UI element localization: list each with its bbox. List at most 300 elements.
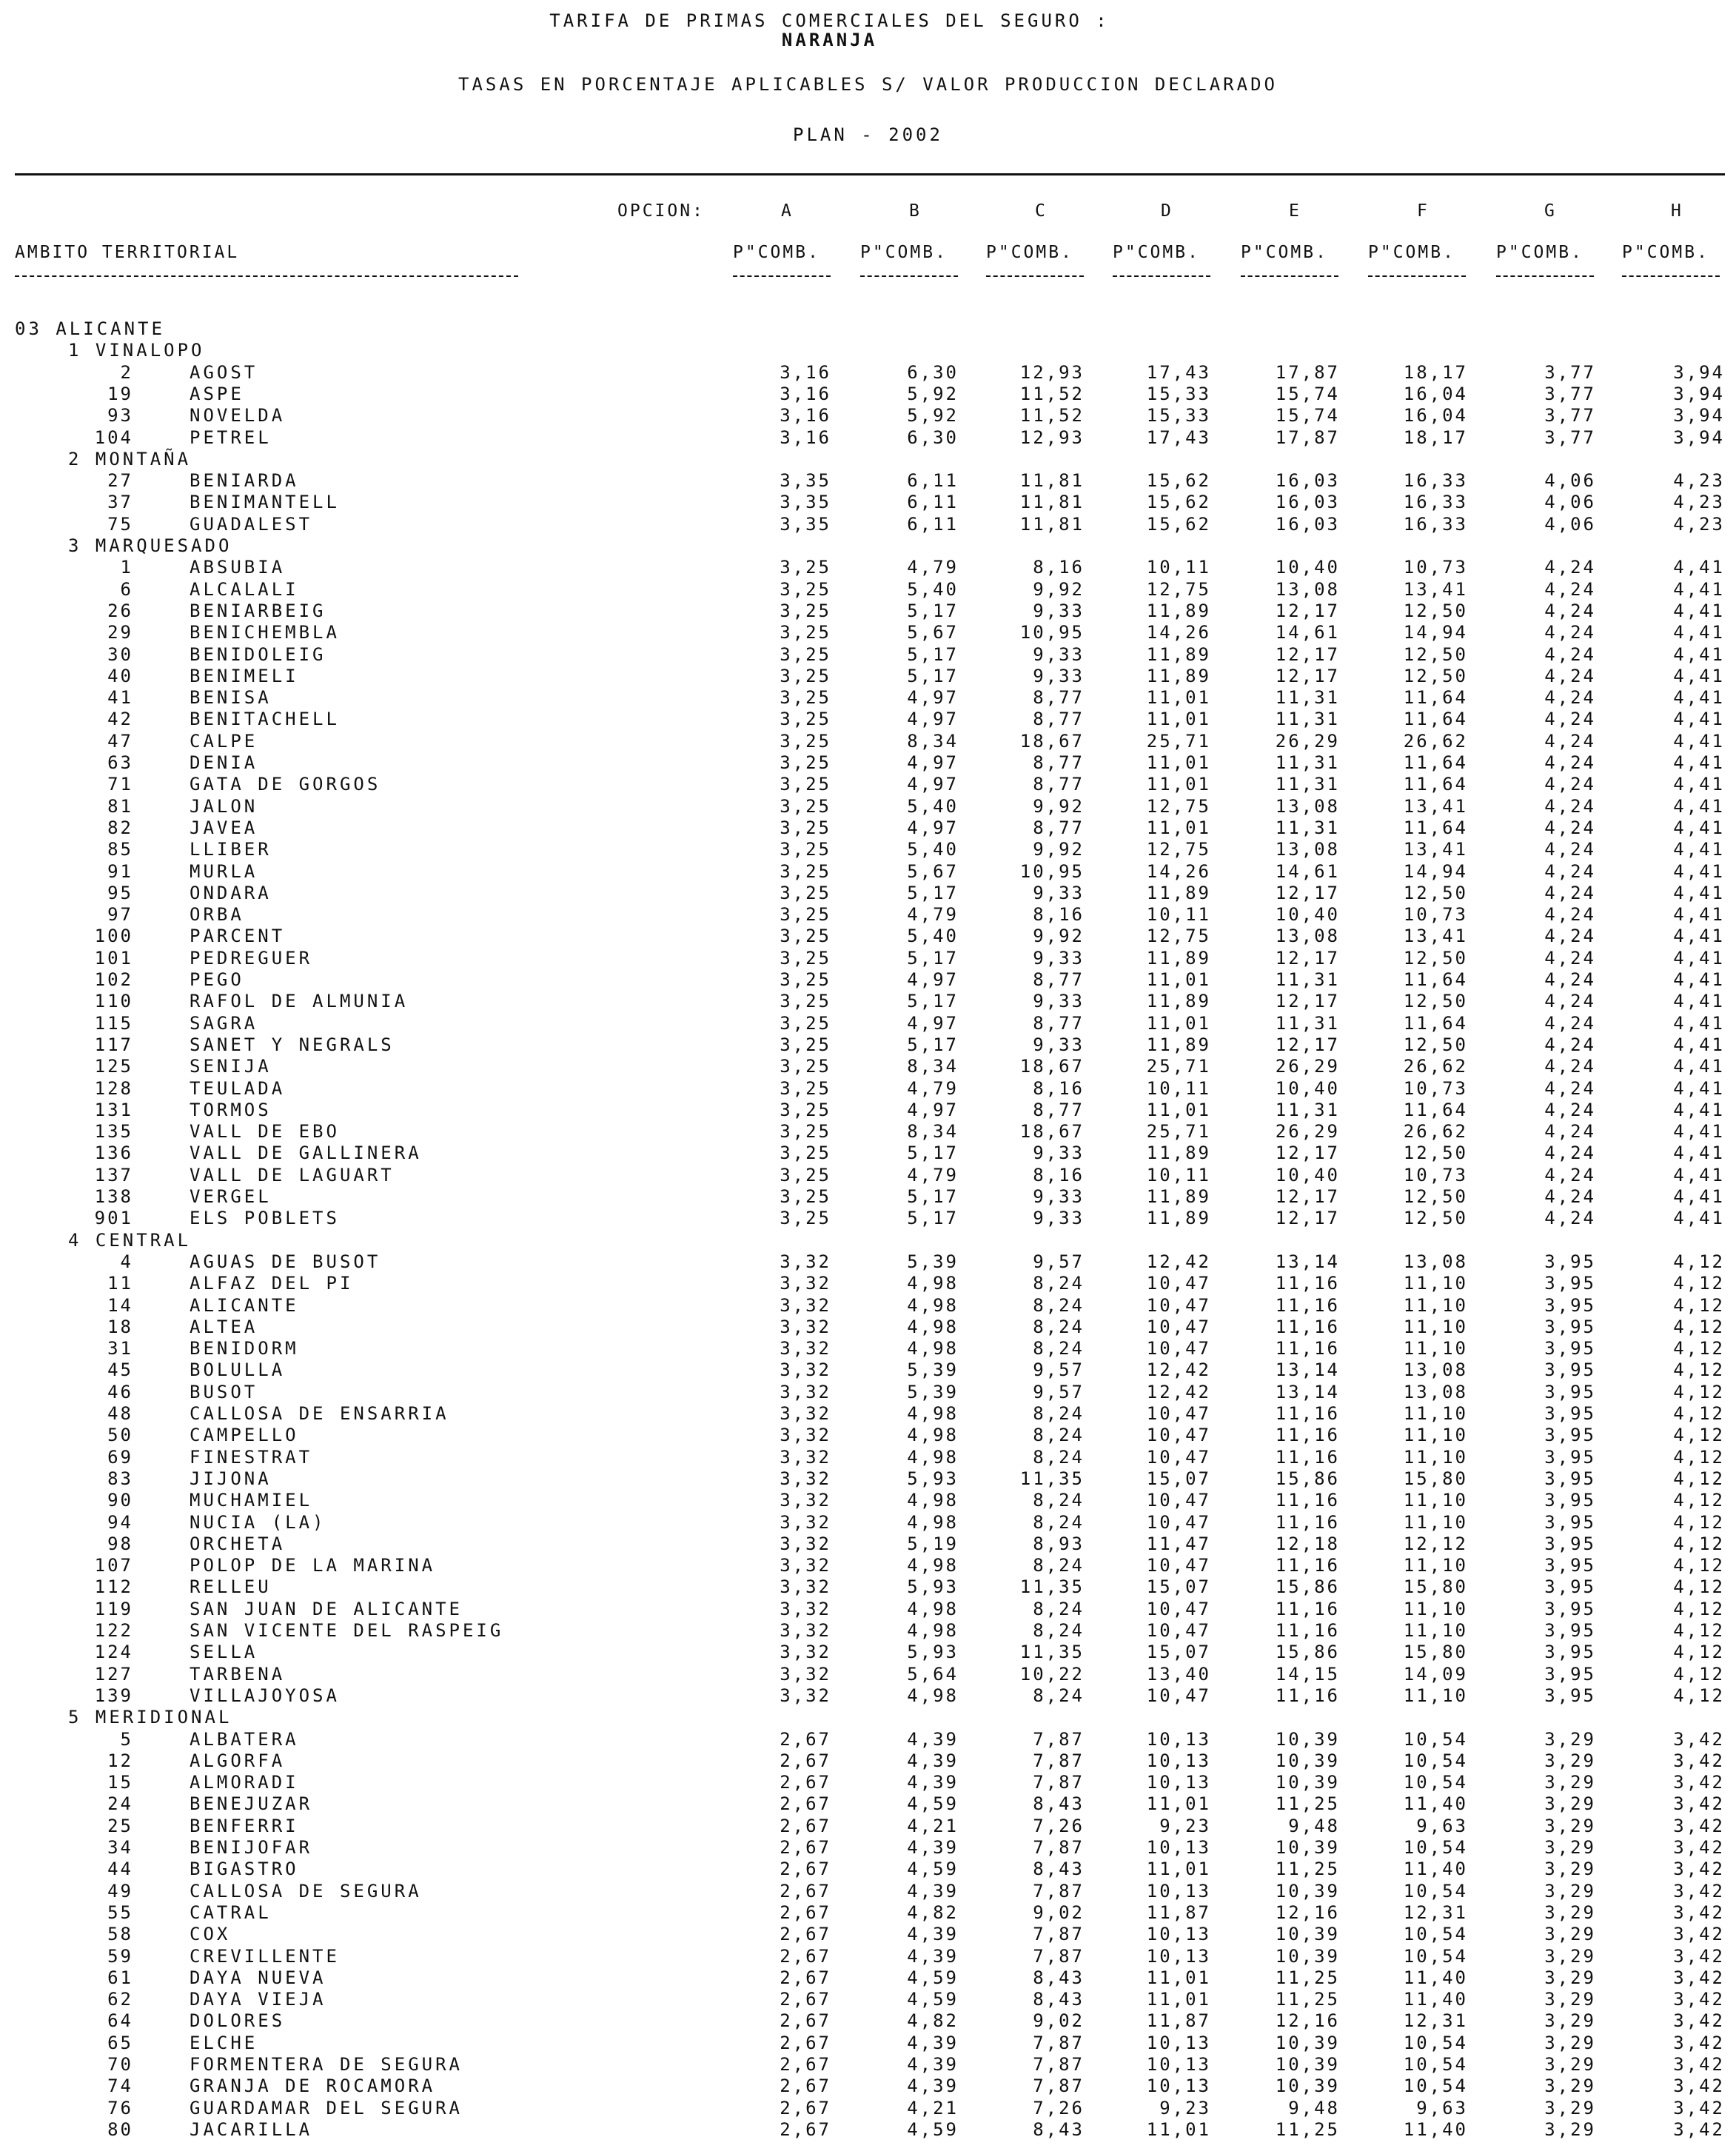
rate-cell: 7,87 [1033, 1880, 1085, 1902]
municipality-code: 25 [107, 1815, 133, 1836]
rate-cell: 12,17 [1275, 600, 1340, 621]
municipality-name: ALTEA [190, 1316, 258, 1337]
rate-cell: 11,31 [1275, 774, 1340, 795]
rate-cell: 18,17 [1403, 361, 1468, 383]
municipality-name: BENIMELI [190, 665, 299, 686]
rate-cell: 15,80 [1403, 1642, 1468, 1663]
rate-cell: 4,12 [1673, 1576, 1725, 1598]
municipality-name: DAYA NUEVA [190, 1967, 326, 1988]
rate-cell: 11,89 [1146, 600, 1211, 621]
rate-cell: 11,01 [1146, 1967, 1211, 1988]
rate-cell: 4,41 [1673, 557, 1725, 578]
rate-cell: 3,32 [780, 1251, 831, 1272]
municipality-code: 63 [107, 752, 133, 773]
rate-cell: 4,97 [907, 752, 959, 773]
municipality-name: SENIJA [190, 1056, 272, 1077]
rate-cell: 4,39 [907, 2054, 959, 2075]
rate-cell: 3,32 [780, 1685, 831, 1706]
rate-cell: 15,86 [1275, 1642, 1340, 1663]
rate-cell: 11,81 [1019, 470, 1085, 492]
option-letter: C [1035, 201, 1048, 221]
municipality-name: BIGASTRO [190, 1859, 299, 1880]
rate-cell: 9,63 [1416, 1815, 1468, 1836]
option-letter: D [1161, 201, 1173, 221]
municipality-name: DAYA VIEJA [190, 1989, 326, 2010]
rate-cell: 4,79 [907, 557, 959, 578]
rate-cell: 4,59 [907, 1989, 959, 2010]
rate-cell: 9,33 [1033, 600, 1085, 621]
rate-cell: 3,32 [780, 1620, 831, 1641]
rate-cell: 9,48 [1288, 1815, 1340, 1836]
rate-cell: 4,41 [1673, 1208, 1725, 1229]
rate-cell: 8,24 [1033, 1685, 1085, 1706]
rate-cell: 11,16 [1275, 1511, 1340, 1533]
rate-cell: 11,16 [1275, 1338, 1340, 1359]
rate-cell: 11,89 [1146, 947, 1211, 969]
rate-cell: 3,42 [1673, 2097, 1725, 2118]
rate-cell: 3,95 [1544, 1576, 1596, 1598]
rate-cell: 10,47 [1146, 1338, 1211, 1359]
rate-cell: 11,16 [1275, 1555, 1340, 1576]
rate-cell: 5,17 [907, 1208, 959, 1229]
rate-cell: 6,30 [907, 427, 959, 448]
municipality-name: JACARILLA [190, 2118, 313, 2140]
rate-cell: 4,41 [1673, 1143, 1725, 1164]
option-letter: B [909, 201, 922, 221]
rate-cell: 16,33 [1403, 492, 1468, 513]
rate-cell: 4,24 [1544, 1034, 1596, 1055]
municipality-code: 90 [107, 1490, 133, 1511]
municipality-code: 91 [107, 860, 133, 882]
rate-cell: 10,13 [1146, 1728, 1211, 1750]
rate-cell: 5,40 [907, 578, 959, 600]
rate-cell: 11,16 [1275, 1425, 1340, 1446]
rate-cell: 8,34 [907, 1056, 959, 1077]
rate-cell: 2,67 [780, 2010, 831, 2032]
rate-cell: 14,15 [1275, 1663, 1340, 1685]
rate-cell: 5,92 [907, 383, 959, 404]
rate-cell: 4,41 [1673, 1164, 1725, 1185]
rate-cell: 10,13 [1146, 1880, 1211, 1902]
option-letter: G [1544, 201, 1557, 221]
rate-cell: 15,62 [1146, 513, 1211, 535]
municipality-code: 58 [107, 1924, 133, 1945]
rate-cell: 3,42 [1673, 1750, 1725, 1771]
rate-cell: 7,87 [1033, 2032, 1085, 2053]
rate-cell: 5,17 [907, 991, 959, 1012]
region-label: 3 MARQUESADO [68, 535, 232, 556]
rate-cell: 10,47 [1146, 1598, 1211, 1619]
rate-cell: 4,39 [907, 1945, 959, 1967]
rate-cell: 11,10 [1403, 1316, 1468, 1337]
rate-cell: 10,13 [1146, 1837, 1211, 1858]
rate-cell: 12,17 [1275, 643, 1340, 665]
rate-cell: 4,39 [907, 1880, 959, 1902]
rate-cell: 13,08 [1275, 839, 1340, 860]
rate-cell: 10,13 [1146, 2054, 1211, 2075]
municipality-code: 45 [107, 1359, 133, 1381]
rate-cell: 15,62 [1146, 470, 1211, 492]
rate-cell: 7,87 [1033, 1945, 1085, 1967]
rate-cell: 4,24 [1544, 665, 1596, 686]
rate-cell: 11,89 [1146, 643, 1211, 665]
rate-cell: 3,42 [1673, 1967, 1725, 1988]
municipality-name: ABSUBIA [190, 557, 286, 578]
rate-cell: 11,40 [1403, 1989, 1468, 2010]
rate-cell: 11,35 [1019, 1576, 1085, 1598]
rate-cell: 4,98 [907, 1685, 959, 1706]
rate-cell: 12,17 [1275, 991, 1340, 1012]
rate-cell: 3,32 [780, 1576, 831, 1598]
rate-cell: 4,97 [907, 1099, 959, 1120]
municipality-code: 101 [94, 947, 133, 969]
rate-cell: 3,94 [1673, 361, 1725, 383]
rate-cell: 11,01 [1146, 1793, 1211, 1815]
rate-cell: 12,75 [1146, 795, 1211, 817]
rate-cell: 11,10 [1403, 1446, 1468, 1468]
rate-cell: 12,93 [1019, 427, 1085, 448]
rate-cell: 12,42 [1146, 1359, 1211, 1381]
rate-cell: 3,29 [1544, 2118, 1596, 2140]
rate-cell: 9,23 [1159, 2097, 1211, 2118]
rate-cell: 11,40 [1403, 1793, 1468, 1815]
rate-cell: 10,47 [1146, 1511, 1211, 1533]
municipality-code: 15 [107, 1772, 133, 1793]
rate-cell: 4,12 [1673, 1468, 1725, 1489]
rate-cell: 4,12 [1673, 1294, 1725, 1316]
rate-cell: 2,67 [780, 1750, 831, 1771]
rate-cell: 9,92 [1033, 795, 1085, 817]
rate-cell: 3,95 [1544, 1468, 1596, 1489]
rate-cell: 11,16 [1275, 1685, 1340, 1706]
rate-cell: 3,42 [1673, 1815, 1725, 1836]
municipality-name: LLIBER [190, 839, 272, 860]
rate-cell: 25,71 [1146, 1056, 1211, 1077]
municipality-name: AGOST [190, 361, 258, 383]
rate-cell: 3,29 [1544, 1902, 1596, 1923]
municipality-code: 5 [120, 1728, 133, 1750]
rate-cell: 11,01 [1146, 2118, 1211, 2140]
rate-cell: 8,24 [1033, 1620, 1085, 1641]
rate-cell: 4,39 [907, 1924, 959, 1945]
rate-cell: 3,29 [1544, 1880, 1596, 1902]
rate-cell: 10,54 [1403, 2076, 1468, 2097]
rate-cell: 3,32 [780, 1425, 831, 1446]
municipality-code: 30 [107, 643, 133, 665]
rate-cell: 13,14 [1275, 1251, 1340, 1272]
rate-cell: 11,87 [1146, 2010, 1211, 2032]
rate-cell: 4,12 [1673, 1533, 1725, 1554]
rate-cell: 5,67 [907, 622, 959, 643]
rate-cell: 14,61 [1275, 860, 1340, 882]
rate-cell: 11,89 [1146, 882, 1211, 903]
rate-cell: 4,06 [1544, 470, 1596, 492]
rate-cell: 12,75 [1146, 839, 1211, 860]
rate-cell: 3,95 [1544, 1381, 1596, 1402]
rate-cell: 11,89 [1146, 1186, 1211, 1207]
document-title: TARIFA DE PRIMAS COMERCIALES DEL SEGURO : [549, 10, 1110, 31]
rate-cell: 9,33 [1033, 1186, 1085, 1207]
rate-cell: 3,42 [1673, 2010, 1725, 2032]
rate-cell: 4,59 [907, 1793, 959, 1815]
rate-cell: 3,29 [1544, 1945, 1596, 1967]
plan-year: PLAN - 2002 [793, 124, 943, 145]
municipality-code: 119 [94, 1598, 133, 1619]
rate-cell: 3,25 [780, 1143, 831, 1164]
municipality-code: 37 [107, 492, 133, 513]
rate-cell: 18,67 [1019, 730, 1085, 752]
rate-cell: 3,25 [780, 839, 831, 860]
rate-cell: 5,17 [907, 882, 959, 903]
rate-cell: 3,95 [1544, 1490, 1596, 1511]
municipality-name: TORMOS [190, 1099, 272, 1120]
rate-cell: 4,24 [1544, 643, 1596, 665]
rate-cell: 8,16 [1033, 904, 1085, 926]
rate-cell: 26,29 [1275, 730, 1340, 752]
option-label: OPCION: [617, 201, 705, 221]
rate-cell: 4,39 [907, 1750, 959, 1771]
rate-cell: 2,67 [780, 1859, 831, 1880]
rate-cell: 3,32 [780, 1403, 831, 1424]
rate-cell: 3,35 [780, 492, 831, 513]
municipality-code: 34 [107, 1837, 133, 1858]
region-label: 5 MERIDIONAL [68, 1707, 232, 1728]
rate-cell: 3,95 [1544, 1511, 1596, 1533]
rate-cell: 3,25 [780, 600, 831, 621]
rate-cell: 11,64 [1403, 817, 1468, 838]
rate-cell: 4,12 [1673, 1338, 1725, 1359]
municipality-code: 82 [107, 817, 133, 838]
rate-cell: 5,39 [907, 1251, 959, 1272]
rate-cell: 8,43 [1033, 1989, 1085, 2010]
rate-cell: 3,95 [1544, 1425, 1596, 1446]
rate-cell: 3,25 [780, 1056, 831, 1077]
rate-cell: 3,29 [1544, 1750, 1596, 1771]
rate-cell: 3,32 [780, 1533, 831, 1554]
municipality-code: 901 [94, 1208, 133, 1229]
rate-cell: 3,94 [1673, 383, 1725, 404]
rate-cell: 4,82 [907, 1902, 959, 1923]
municipality-code: 124 [94, 1642, 133, 1663]
rate-cell: 11,10 [1403, 1403, 1468, 1424]
rate-cell: 2,67 [780, 1945, 831, 1967]
rate-cell: 3,95 [1544, 1338, 1596, 1359]
rate-cell: 11,01 [1146, 969, 1211, 990]
rate-cell: 3,32 [780, 1359, 831, 1381]
rate-cell: 3,95 [1544, 1555, 1596, 1576]
municipality-name: BENISA [190, 687, 272, 709]
rate-cell: 15,74 [1275, 383, 1340, 404]
rate-cell: 4,41 [1673, 730, 1725, 752]
municipality-name: VILLAJOYOSA [190, 1685, 340, 1706]
municipality-name: COX [190, 1924, 231, 1945]
municipality-name: CALPE [190, 730, 258, 752]
rate-cell: 11,89 [1146, 665, 1211, 686]
municipality-code: 14 [107, 1294, 133, 1316]
rate-cell: 16,03 [1275, 492, 1340, 513]
rate-cell: 5,67 [907, 860, 959, 882]
region-label: 4 CENTRAL [68, 1229, 192, 1251]
rate-cell: 14,94 [1403, 860, 1468, 882]
rate-cell: 10,40 [1275, 557, 1340, 578]
rate-cell: 11,31 [1275, 1012, 1340, 1034]
rate-cell: 11,52 [1019, 405, 1085, 427]
rate-cell: 3,42 [1673, 1945, 1725, 1967]
rate-cell: 4,23 [1673, 492, 1725, 513]
municipality-name: VALL DE GALLINERA [190, 1143, 422, 1164]
rate-cell: 3,29 [1544, 2054, 1596, 2075]
rate-cell: 4,59 [907, 1967, 959, 1988]
rate-cell: 18,17 [1403, 427, 1468, 448]
rate-cell: 8,93 [1033, 1533, 1085, 1554]
rate-cell: 11,16 [1275, 1446, 1340, 1468]
rate-cell: 4,79 [907, 1077, 959, 1099]
rate-cell: 4,12 [1673, 1446, 1725, 1468]
rate-cell: 8,77 [1033, 969, 1085, 990]
municipality-code: 80 [107, 2118, 133, 2140]
rate-cell: 12,17 [1275, 1034, 1340, 1055]
rate-cell: 3,29 [1544, 1859, 1596, 1880]
rate-cell: 4,98 [907, 1490, 959, 1511]
rate-cell: 3,25 [780, 665, 831, 686]
municipality-name: BENEJUZAR [190, 1793, 313, 1815]
municipality-code: 49 [107, 1880, 133, 1902]
rate-cell: 3,95 [1544, 1446, 1596, 1468]
rate-cell: 4,41 [1673, 795, 1725, 817]
rate-cell: 4,41 [1673, 991, 1725, 1012]
rate-cell: 4,41 [1673, 882, 1725, 903]
rate-cell: 4,21 [907, 2097, 959, 2118]
municipality-name: SAN VICENTE DEL RASPEIG [190, 1620, 504, 1641]
municipality-name: GUADALEST [190, 513, 313, 535]
municipality-name: CREVILLENTE [190, 1945, 340, 1967]
municipality-name: BENIJOFAR [190, 1837, 313, 1858]
rate-cell: 11,35 [1019, 1642, 1085, 1663]
rate-cell: 3,95 [1544, 1403, 1596, 1424]
rate-cell: 3,42 [1673, 1793, 1725, 1815]
municipality-code: 74 [107, 2076, 133, 2097]
column-subheader: P"COMB. [1241, 243, 1328, 262]
rate-cell: 11,01 [1146, 709, 1211, 730]
rate-cell: 4,24 [1544, 1012, 1596, 1034]
municipality-code: 83 [107, 1468, 133, 1489]
municipality-name: ALCALALI [190, 578, 299, 600]
rate-cell: 5,40 [907, 839, 959, 860]
rate-cell: 3,95 [1544, 1642, 1596, 1663]
rate-cell: 4,24 [1544, 578, 1596, 600]
rate-cell: 4,41 [1673, 1012, 1725, 1034]
rate-cell: 11,31 [1275, 969, 1340, 990]
rate-cell: 11,16 [1275, 1490, 1340, 1511]
crop-name: NARANJA [781, 30, 878, 50]
rate-cell: 11,16 [1275, 1294, 1340, 1316]
rate-cell: 4,12 [1673, 1251, 1725, 1272]
rate-cell: 7,26 [1033, 1815, 1085, 1836]
rate-cell: 26,29 [1275, 1121, 1340, 1143]
rate-cell: 4,41 [1673, 709, 1725, 730]
rate-cell: 10,47 [1146, 1620, 1211, 1641]
rate-cell: 15,07 [1146, 1642, 1211, 1663]
rate-cell: 12,75 [1146, 926, 1211, 947]
rate-cell: 14,09 [1403, 1663, 1468, 1685]
rate-cell: 26,62 [1403, 1056, 1468, 1077]
rate-cell: 11,10 [1403, 1620, 1468, 1641]
rate-cell: 11,01 [1146, 817, 1211, 838]
rate-cell: 10,47 [1146, 1425, 1211, 1446]
rate-cell: 2,67 [780, 1815, 831, 1836]
rate-cell: 3,32 [780, 1490, 831, 1511]
rate-cell: 5,93 [907, 1642, 959, 1663]
rate-cell: 4,12 [1673, 1381, 1725, 1402]
column-subheader: P"COMB. [733, 243, 820, 262]
rate-cell: 5,40 [907, 926, 959, 947]
rate-cell: 13,08 [1275, 795, 1340, 817]
rate-cell: 13,08 [1403, 1359, 1468, 1381]
rate-cell: 15,86 [1275, 1468, 1340, 1489]
rate-cell: 4,12 [1673, 1598, 1725, 1619]
rate-cell: 4,59 [907, 2118, 959, 2140]
rate-cell: 3,95 [1544, 1273, 1596, 1294]
municipality-name: ALFAZ DEL PI [190, 1273, 354, 1294]
rate-cell: 12,42 [1146, 1251, 1211, 1272]
rate-cell: 4,79 [907, 1164, 959, 1185]
municipality-name: SANET Y NEGRALS [190, 1034, 395, 1055]
rate-cell: 9,33 [1033, 991, 1085, 1012]
rate-cell: 10,11 [1146, 904, 1211, 926]
rate-cell: 11,81 [1019, 513, 1085, 535]
rate-cell: 2,67 [780, 1837, 831, 1858]
rate-cell: 3,77 [1544, 405, 1596, 427]
municipality-name: RELLEU [190, 1576, 272, 1598]
rate-cell: 15,07 [1146, 1468, 1211, 1489]
rate-cell: 11,64 [1403, 1012, 1468, 1034]
rate-cell: 11,25 [1275, 1793, 1340, 1815]
rate-cell: 10,47 [1146, 1273, 1211, 1294]
rate-cell: 4,24 [1544, 709, 1596, 730]
municipality-code: 85 [107, 839, 133, 860]
rate-cell: 4,41 [1673, 1056, 1725, 1077]
municipality-name: CATRAL [190, 1902, 272, 1923]
rate-cell: 4,41 [1673, 904, 1725, 926]
rate-cell: 3,42 [1673, 1902, 1725, 1923]
rate-cell: 11,64 [1403, 969, 1468, 990]
rate-cell: 4,41 [1673, 643, 1725, 665]
rate-cell: 10,54 [1403, 1728, 1468, 1750]
rate-cell: 10,11 [1146, 1077, 1211, 1099]
municipality-code: 69 [107, 1446, 133, 1468]
rate-cell: 11,10 [1403, 1685, 1468, 1706]
rate-cell: 3,29 [1544, 2076, 1596, 2097]
municipality-code: 135 [94, 1121, 133, 1143]
rate-cell: 11,40 [1403, 2118, 1468, 2140]
municipality-code: 18 [107, 1316, 133, 1337]
rate-cell: 3,29 [1544, 2010, 1596, 2032]
rate-cell: 11,89 [1146, 1143, 1211, 1164]
rate-cell: 3,77 [1544, 383, 1596, 404]
rate-cell: 5,40 [907, 795, 959, 817]
municipality-name: DENIA [190, 752, 258, 773]
rate-cell: 11,89 [1146, 1208, 1211, 1229]
rate-cell: 2,67 [780, 2118, 831, 2140]
rate-cell: 10,39 [1275, 2076, 1340, 2097]
rate-cell: 10,54 [1403, 1945, 1468, 1967]
rate-cell: 8,16 [1033, 557, 1085, 578]
rate-cell: 3,25 [780, 1208, 831, 1229]
rate-cell: 10,47 [1146, 1403, 1211, 1424]
rate-cell: 3,42 [1673, 2076, 1725, 2097]
rate-cell: 6,11 [907, 470, 959, 492]
rate-cell: 6,11 [907, 492, 959, 513]
